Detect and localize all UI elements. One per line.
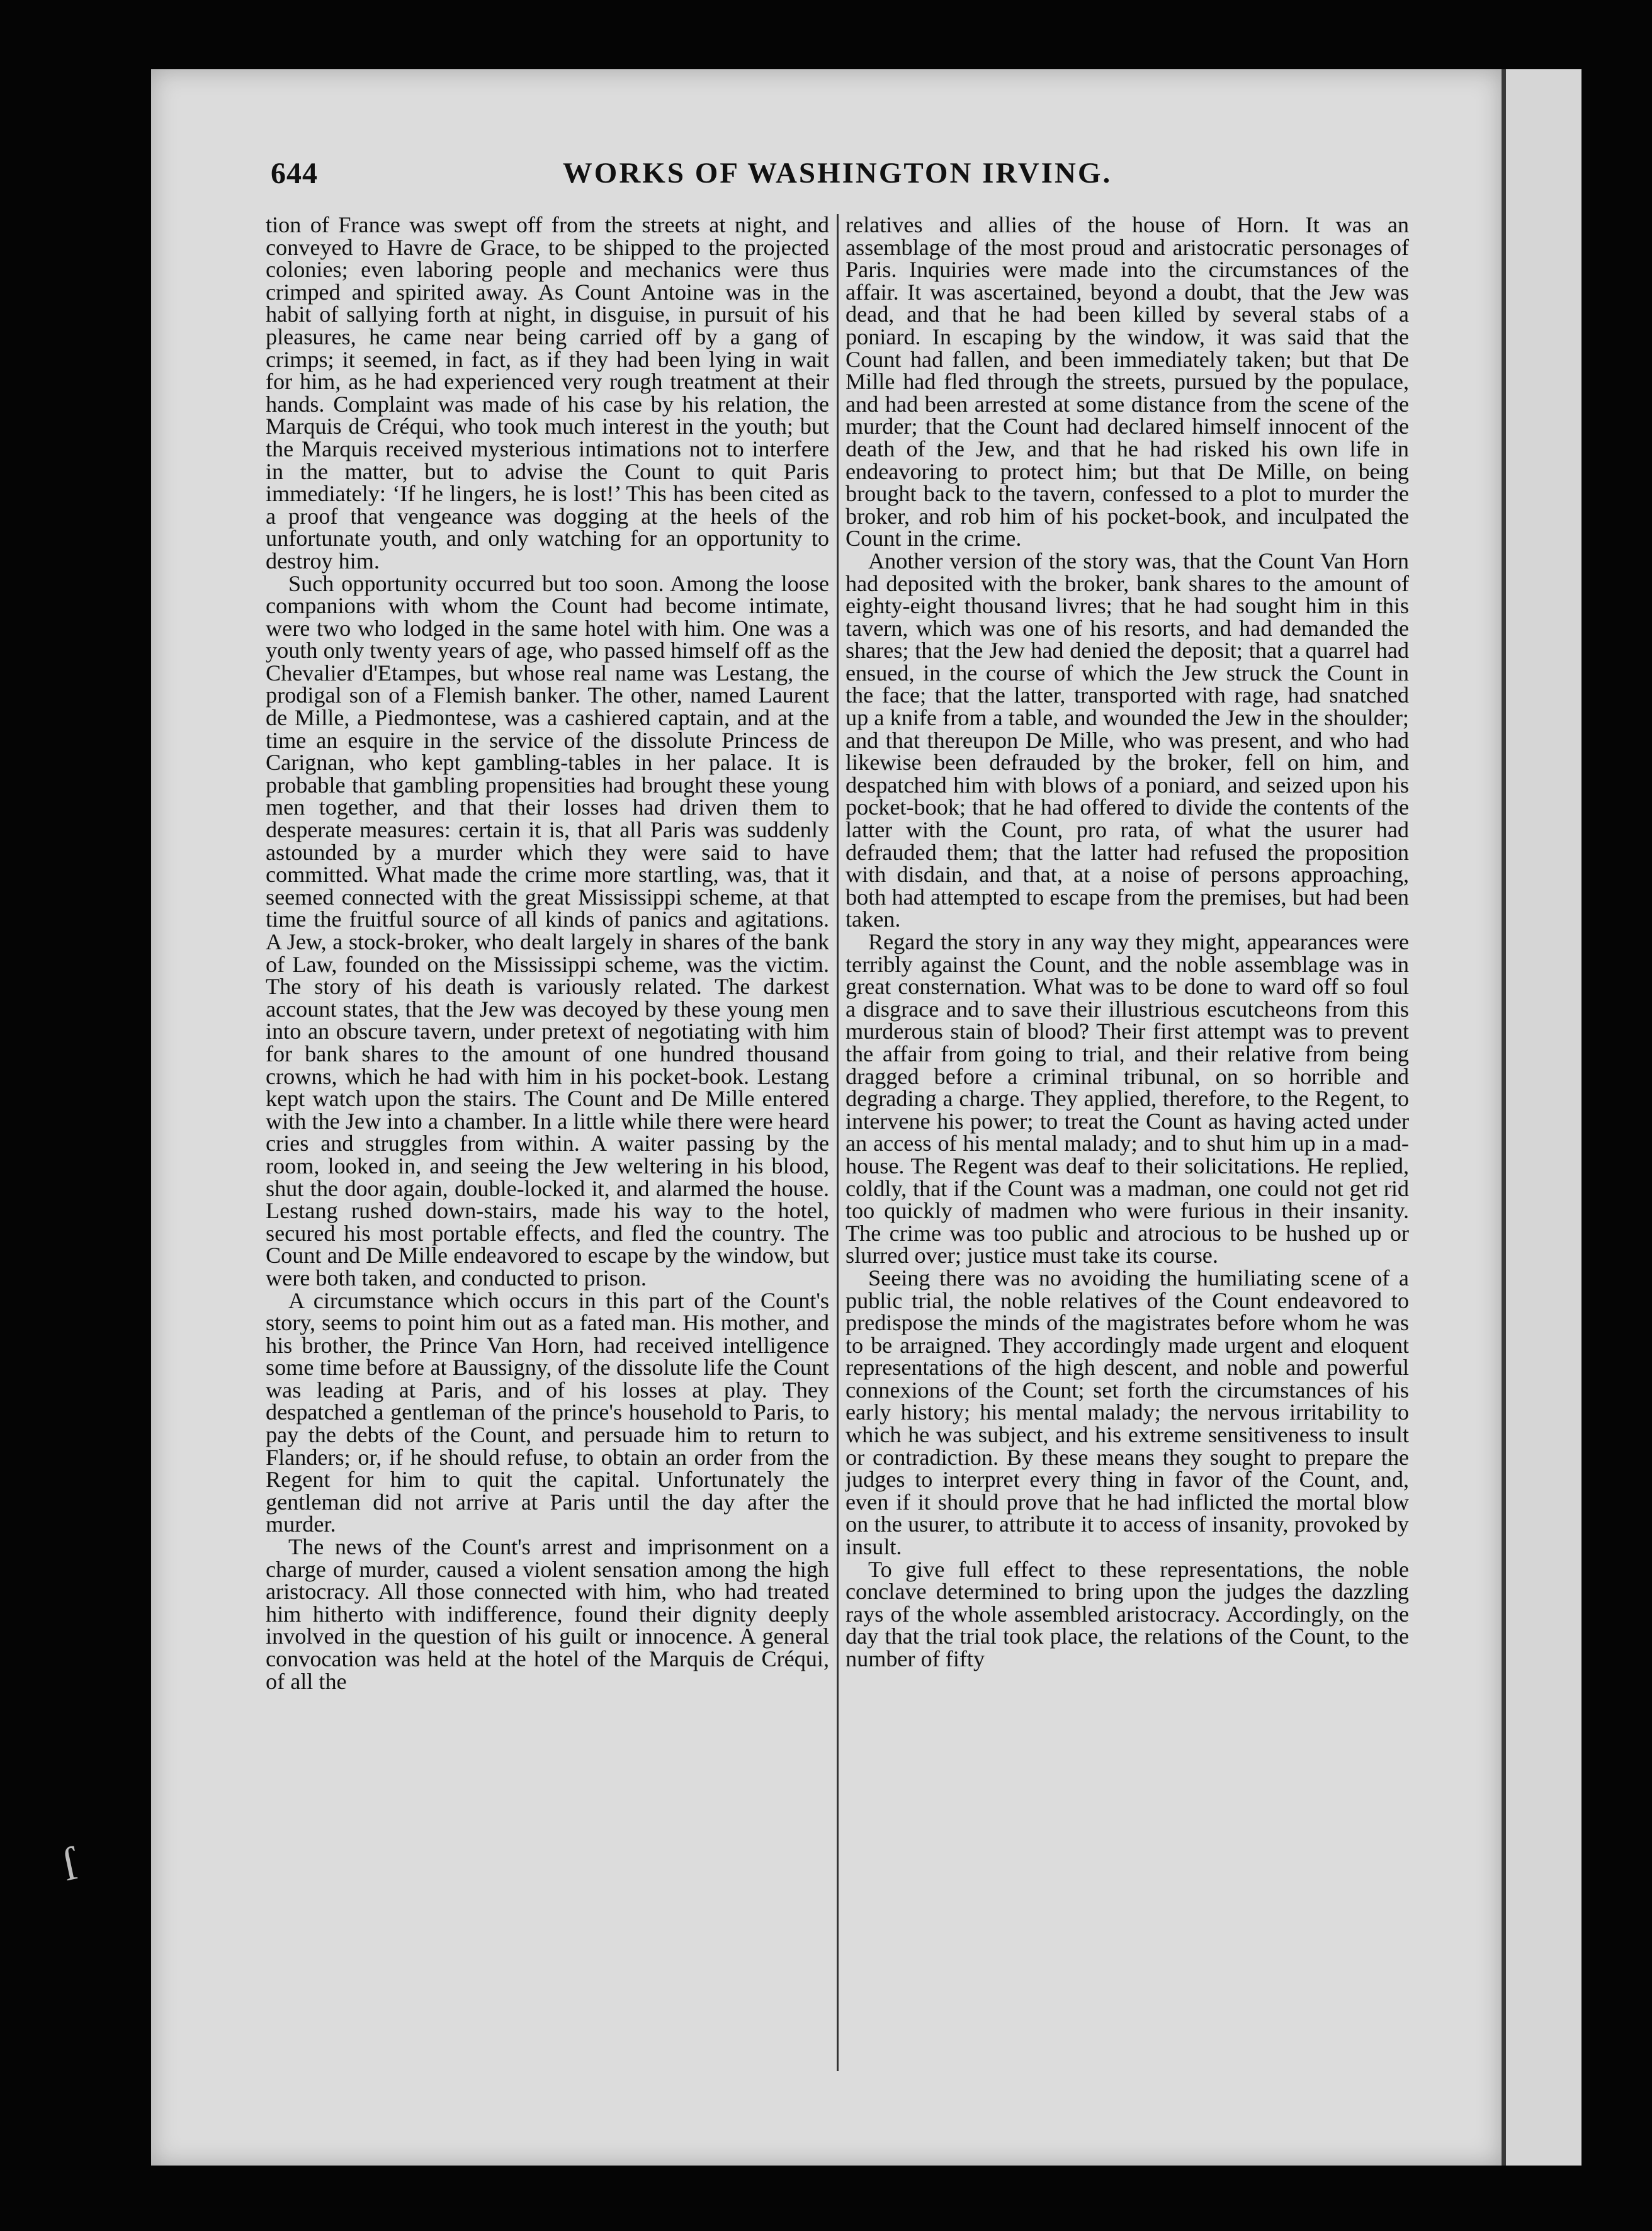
paragraph: relatives and allies of the house of Horn. It was an assemblage of the most proud and aristocratic personages of Paris. Inquiries were made into the circumstances of the affair. It was ascertained, beyond a doubt, that the Jew was dead, and that he had been killed by several stabs of a poniard. In escaping by the window, it was said that the Count had fallen, and been immediately taken; but that De Mille had fled through the streets, pursued by the populace, and had been arrested at some distance from the scene of the murder; that the Count had declared himself innocent of the death of the Jew, and that he had risked his own life in endeavoring to protect him; but that De Mille, on being brought back to the tavern, confessed to a plot to murder the broker, and rob him of his pocket-book, and inculpated the Count in the crime. — [846, 212, 1409, 551]
page-number: 644 — [271, 157, 318, 190]
column-divider — [837, 214, 839, 2071]
left-text-column — [266, 214, 829, 2071]
running-title: WORKS OF WASHINGTON IRVING. — [562, 157, 1112, 189]
paragraph: The news of the Count's arrest and imprisonment on a charge of murder, caused a violent sensation among the high aristocracy. All those connected with him, who had treated him hitherto with indifference, found their dignity deeply involved in the question of his guilt or innocence. A general convocation was held at the hotel of the Marquis de Créqui, of all the — [266, 1534, 829, 1694]
adjacent-page-edge — [1502, 69, 1506, 2166]
margin-scan-mark: ſ — [57, 1838, 81, 1892]
paragraph: Another version of the story was, that the Count Van Horn had deposited with the broker, bank shares to the amount of eighty-eight thousand livres; that he had sought him in this tavern, which was one of his resorts, and had demanded the shares; that the Jew had denied the deposit; that a quarrel had ensued, in the course of which the Jew struck the Count in the face; that the latter, transported with rage, had snatched up a knife from a table, and wounded the Jew in the shoulder; and that thereupon De Mille, who was present, and who had likewise been defrauded by the broker, fell on him, and despatched him with blows of a poniard, and seized upon his pocket-book; that he had offered to divide the contents of the latter with the Count, pro rata, of what the usurer had defrauded them; that the latter had refused the proposition with disdain, and that, at a noise of persons approaching, both had attempted to escape from the premises, but had been taken. — [846, 548, 1409, 932]
paragraph: A circumstance which occurs in this part of the Count's story, seems to point him out as a fated man. His mother, and his brother, the Prince Van Horn, had received intelligence some time before at Baussigny, of the dissolute life the Count was leading at Paris, and of his losses at play. They despatched a gentleman of the prince's household to Paris, to pay the debts of the Count, and persuade him to return to Flanders; or, if he should refuse, to obtain an order from the Regent for him to quit the capital. Unfortunately the gentleman did not arrive at Paris until the day after the murder. — [266, 1287, 829, 1537]
right-text-column — [846, 214, 1409, 2071]
paragraph: Such opportunity occurred but too soon. Among the loose companions with whom the Count had become intimate, were two who lodged in the same hotel with him. One was a youth only twenty years of age, who passed himself off as the Chevalier d'Etampes, but whose real name was Lestang, the prodigal son of a Flemish banker. The other, named Laurent de Mille, a Piedmontese, was a cashiered captain, and at the time an esquire in the service of the dissolute Princess de Carignan, who kept gambling-tables in her palace. It is probable that gambling propensities had brought these young men together, and that their losses had driven them to desperate measures: certain it is, that all Paris was suddenly astounded by a murder which they were said to have committed. What made the crime more startling, was, that it seemed connected with the great Mississippi scheme, at that time the fruitful source of all kinds of panics and agitations. A Jew, a stock-broker, who dealt largely in shares of the bank of Law, founded on the Mississippi scheme, was the victim. The story of his death is variously related. The darkest account states, that the Jew was decoyed by these young men into an obscure tavern, under pretext of negotiating with him for bank shares to the amount of one hundred thousand crowns, which he had with him in his pocket-book. Lestang kept watch upon the stairs. The Count and De Mille entered with the Jew into a chamber. In a little while there were heard cries and struggles from within. A waiter passing by the room, looked in, and seeing the Jew weltering in his blood, shut the door again, double-locked it, and alarmed the house. Lestang rushed down-stairs, made his way to the hotel, secured his most portable effects, and fled the country. The Count and De Mille endeavored to escape by the window, but were both taken, and conducted to prison. — [266, 570, 829, 1291]
running-head — [271, 156, 1404, 200]
paragraph: Seeing there was no avoiding the humiliating scene of a public trial, the noble relatives of the Count endeavored to predispose the minds of the magistrates before whom he was to be arraigned. They accordingly made urgent and eloquent representations of the high descent, and noble and powerful connexions of the Count; set forth the circumstances of his early history; his mental malady; the nervous irritability to which he was subject, and his extreme sensitiveness to insult or contradiction. By these means they sought to prepare the judges to interpret every thing in favor of the Count, and, even if it should prove that he had inflicted the mortal blow on the usurer, to attribute it to access of insanity, provoked by insult. — [846, 1265, 1409, 1560]
adjacent-page-strip — [1506, 69, 1581, 2166]
paragraph: Regard the story in any way they might, appearances were terribly against the Count, and the noble assemblage was in great consternation. What was to be done to ward off so foul a disgrace and to save their illustrious escutcheons from this murderous stain of blood? Their first attempt was to prevent the affair from going to trial, and their relative from being dragged before a criminal tribunal, on so horrible and degrading a charge. They applied, therefore, to the Regent, to intervene his power; to treat the Count as having acted under an access of his mental malady; and to shut him up in a mad-house. The Regent was deaf to their solicitations. He replied, coldly, that if the Count was a madman, one could not get rid too quickly of madmen who were furious in their insanity. The crime was too public and atrocious to be hushed up or slurred over; justice must take its course. — [846, 929, 1409, 1268]
paragraph: tion of France was swept off from the streets at night, and conveyed to Havre de Grace, to be shipped to the projected colonies; even laboring people and mechanics were thus crimped and spirited away. As Count Antoine was in the habit of sallying forth at night, in disguise, in pursuit of his pleasures, he came near being carried off by a gang of crimps; it seemed, in fact, as if they had been lying in wait for him, as he had experienced very rough treatment at their hands. Complaint was made of his case by his relation, the Marquis de Créqui, who took much interest in the youth; but the Marquis received mysterious intimations not to interfere in the matter, but to advise the Count to quit Paris immediately: ‘If he lingers, he is lost!’ This has been cited as a proof that vengeance was dogging at the heels of the unfortunate youth, and only watching for an opportunity to destroy him. — [266, 212, 829, 573]
paragraph: To give full effect to these representations, the noble conclave determined to bring upon the judges the dazzling rays of the whole assembled aristocracy. Accordingly, on the day that the trial took place, the relations of the Count, to the number of fifty — [846, 1556, 1409, 1671]
